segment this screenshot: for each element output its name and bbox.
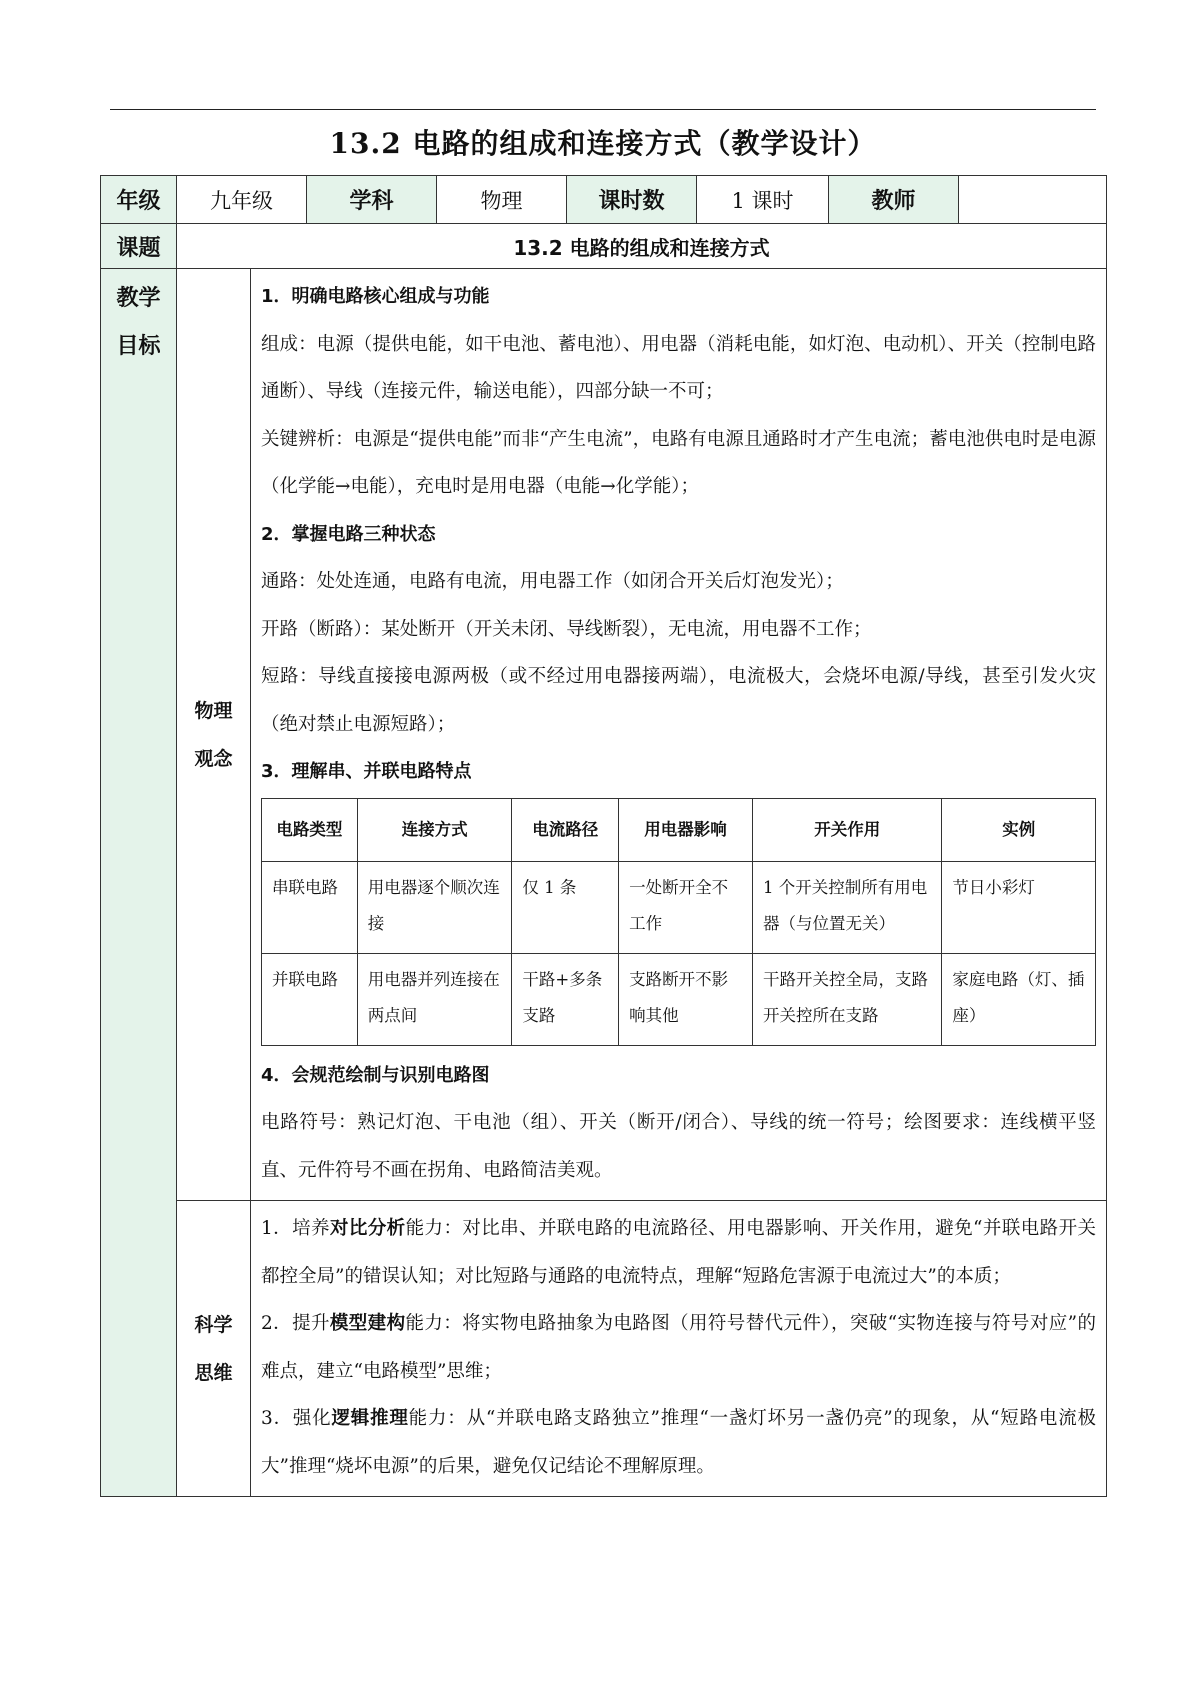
topic-value: 13.2 电路的组成和连接方式: [177, 224, 1107, 269]
science-item-1: [261, 1205, 1096, 1300]
physics-para-2b: 开路（断路）：某处断开（开关未闭、导线断裂），无电流，用电器不工作；: [261, 618, 872, 640]
physics-para-1a: 组成：电源（提供电能，如干电池、蓄电池）、用电器（消耗电能，如灯泡、电动机）、开关（控制电路通断）、导线（连接元件，输送电能），四部分缺一不可；: [261, 333, 1096, 402]
top-rule: [110, 109, 1096, 110]
topic-label: 课题: [101, 224, 177, 269]
col-header: 连接方式: [357, 798, 512, 861]
table-cell: 支路断开不影响其他: [619, 953, 753, 1045]
table-row: [262, 953, 1096, 1045]
item-keyword: 逻辑推理: [331, 1408, 409, 1429]
item-prefix: 1．培养: [261, 1218, 330, 1239]
table-cell: 节日小彩灯: [942, 861, 1096, 953]
col-header: 电路类型: [262, 798, 358, 861]
science-item-3: [261, 1395, 1096, 1490]
physics-label-line2: 观念: [194, 747, 233, 770]
table-cell: 干路+多条支路: [512, 953, 619, 1045]
physics-heading-3: 3．理解串、并联电路特点: [261, 761, 472, 782]
table-cell: 并联电路: [262, 953, 358, 1045]
physics-para-2a: 通路：处处连通，电路有电流，用电器工作（如闭合开关后灯泡发光）；: [261, 571, 844, 592]
table-cell: 1 个开关控制所有用电器（与位置无关）: [752, 861, 941, 953]
item-text: 能力：对比串、并联电路的电流路径、用电器影响、开关作用，避免“并联电路开关都控全局”的错误认知；对比短路与通路的电流特点，理解“短路危害源于电流过大”的本质；: [261, 1218, 1096, 1287]
table-cell: 一处断开全不工作: [619, 861, 753, 953]
table-cell: 用电器逐个顺次连接: [357, 861, 512, 953]
table-cell: 串联电路: [262, 861, 358, 953]
item-text: 能力：将实物电路抽象为电路图（用符号替代元件），突破“实物连接与符号对应”的难点，建立“电路模型”思维；: [261, 1313, 1096, 1382]
physics-heading-2: 2．掌握电路三种状态: [261, 523, 436, 545]
science-item-2: [261, 1300, 1096, 1395]
table-cell: 仅 1 条: [512, 861, 619, 953]
physics-heading-1: 1．明确电路核心组成与功能: [261, 286, 490, 307]
physics-concept-row: [101, 269, 1107, 1201]
science-label-line1: 科学: [194, 1313, 233, 1336]
physics-concept-content: [251, 269, 1107, 1201]
physics-concept-label: [177, 269, 251, 1201]
col-header: 用电器影响: [619, 798, 753, 861]
subject-label: 学科: [307, 176, 437, 224]
item-keyword: 模型建构: [329, 1313, 406, 1334]
physics-heading-4: 4．会规范绘制与识别电路图: [261, 1064, 490, 1086]
science-thinking-row: [101, 1201, 1107, 1497]
item-prefix: 3．强化: [261, 1408, 332, 1429]
teaching-goals-label: [101, 269, 177, 1497]
physics-para-4: 电路符号：熟记灯泡、干电池（组）、开关（断开/闭合）、导线的统一符号；绘图要求：连线横平竖直、元件符号不画在拐角、电路简洁美观。: [261, 1112, 1096, 1181]
item-text: 能力：从“并联电路支路独立”推理“一盏灯坏另一盏仍亮”的现象，从“短路电流极大”推理“烧坏电源”的后果，避免仅记结论不理解原理。: [261, 1408, 1096, 1477]
col-header: 实例: [942, 798, 1096, 861]
science-label-line2: 思维: [194, 1361, 233, 1384]
item-prefix: 2．提升: [261, 1313, 330, 1334]
document-title: 13.2 电路的组成和连接方式（教学设计）: [329, 127, 877, 160]
table-cell: 用电器并列连接在两点间: [357, 953, 512, 1045]
hours-value: 1 课时: [697, 176, 829, 224]
table-row: [262, 861, 1096, 953]
teacher-value: [959, 176, 1107, 224]
comparison-header-row: [262, 798, 1096, 861]
item-keyword: 对比分析: [329, 1218, 406, 1239]
science-thinking-label: [177, 1201, 251, 1497]
science-thinking-content: [251, 1201, 1107, 1497]
lesson-plan-table: [100, 175, 1107, 1497]
grade-value: 九年级: [177, 176, 307, 224]
subject-value: 物理: [437, 176, 567, 224]
header-row: [101, 176, 1107, 224]
circuit-comparison-table: [261, 798, 1096, 1046]
hours-label: 课时数: [567, 176, 697, 224]
goals-label-line1: 教学: [116, 286, 161, 311]
goals-label-line2: 目标: [116, 334, 161, 359]
physics-para-2c: 短路：导线直接接电源两极（或不经过用电器接两端），电流极大，会烧坏电源/导线，甚至引发火灾（绝对禁止电源短路）；: [261, 666, 1096, 735]
physics-label-line1: 物理: [194, 699, 233, 722]
col-header: 开关作用: [752, 798, 941, 861]
table-cell: 干路开关控全局，支路开关控所在支路: [752, 953, 941, 1045]
table-cell: 家庭电路（灯、插座）: [942, 953, 1096, 1045]
topic-row: [101, 224, 1107, 269]
physics-para-1b: 关键辨析：电源是“提供电能”而非“产生电流”，电路有电源且通路时才产生电流；蓄电池供电时是电源（化学能→电能），充电时是用电器（电能→化学能）；: [261, 428, 1096, 497]
teacher-label: 教师: [829, 176, 959, 224]
grade-label: 年级: [101, 176, 177, 224]
col-header: 电流路径: [512, 798, 619, 861]
